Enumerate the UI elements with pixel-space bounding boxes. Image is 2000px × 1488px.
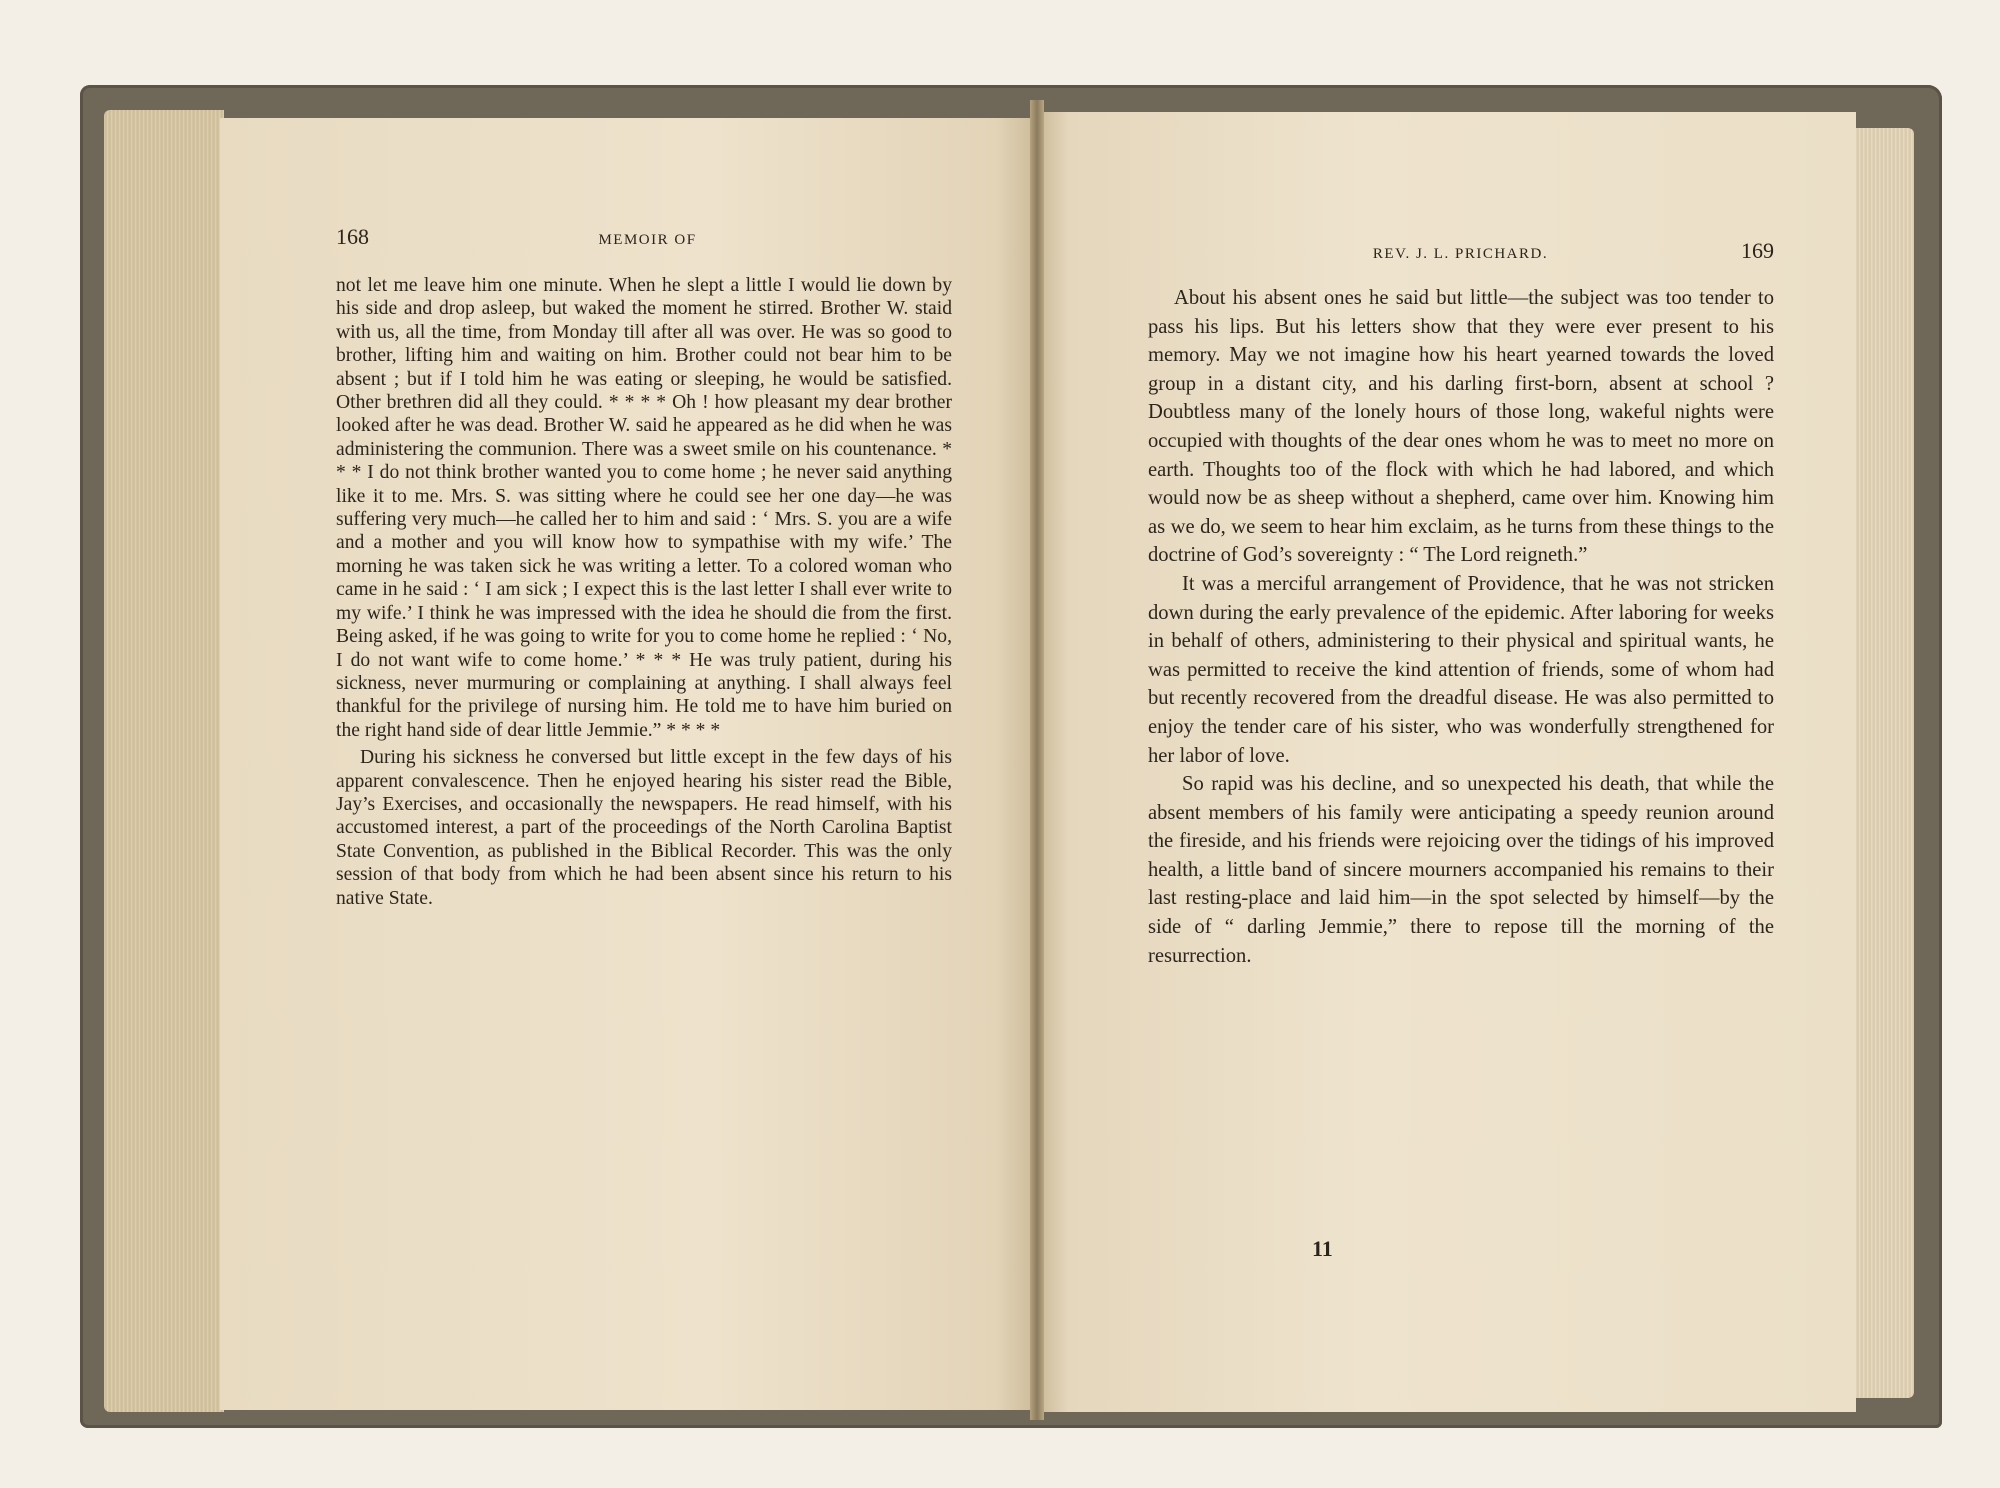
right-paragraph-1: About his absent ones he said but little—the subject was too tender to pass his lips. But his letters show that they were ever present to his memory. May we not imagine how his heart yearned towards the loved group in a distant city, and his darling first-born, absent at school ? Doubtless many of the lonely hours of those long, wakeful nights were occupied with thoughts of the dear ones whom he was to meet no more on earth. Thoughts too of the flock with which he had labored, and which would now be as sheep without a shepherd, came over him. Knowing him as we do, we seem to hear him exclaim, as he turns from these things to the doctrine of God’s sovereignty : “ The Lord reigneth.”: [1148, 287, 1774, 567]
left-paragraph-2: During his sickness he conversed but little except in the few days of his apparent convalescence. Then he enjoyed hearing his sister read the Bible, Jay’s Exercises, and occasionally the newspapers. He read himself, with his accustomed interest, a part of the proceedings of the North Carolina Baptist State Convention, as published in the Biblical Recorder. This was the only session of that body from which he had been absent since his return to his native State.: [336, 747, 952, 909]
left-page-edges: [104, 110, 224, 1412]
right-page-edges: [1852, 128, 1914, 1398]
right-page-header: [1150, 238, 1774, 264]
left-page-text: [336, 274, 952, 910]
left-running-head: MEMOIR OF: [598, 232, 697, 248]
left-page-number: 168: [336, 224, 369, 249]
right-running-head: REV. J. L. PRICHARD.: [1372, 246, 1549, 262]
left-page-header: [336, 224, 956, 250]
left-paragraph-1: not let me leave him one minute. When he slept a little I would lie down by his side and drop asleep, but waked the moment he stirred. Brother W. staid with us, all the time, from Monday till after all was over. He was so good to brother, lifting him and waiting on him. Brother could not bear him to be absent ; but if I told him he was eating or sleeping, he would be satisfied. Other brethren did all they could. * * * * Oh ! how pleasant my dear brother looked after he was dead. Brother W. said he appeared as he did when he was administering the communion. There was a sweet smile on his countenance. * * * I do not think brother wanted you to come home ; he never said anything like it to me. Mrs. S. was sitting where he could see her one day—he was suffering very much—he called her to him and said : ‘ Mrs. S. you are a wife and a mother and you will know how to sympathise with my wife.’ The morning he was taken sick he was writing a letter. To a colored woman who came in he said : ‘ I am sick ; I expect this is the last letter I shall ever write to my wife.’ I think he was impressed with the idea he should die from the first. Being asked, if he was going to write for you to come home he replied : ‘ No, I do not want wife to come home.’ * * * He was truly patient, during his sickness, never murmuring or complaining at anything. I shall always feel thankful for the privilege of nursing him. He told me to have him buried on the right hand side of dear little Jemmie.” * * * *: [336, 275, 952, 741]
signature-mark: 11: [1312, 1236, 1333, 1261]
right-page-text: [1148, 284, 1774, 970]
book-gutter: [1030, 100, 1044, 1420]
right-page-number: 169: [1740, 238, 1774, 263]
right-paragraph-3: So rapid was his decline, and so unexpected his death, that while the absent members of his family were anticipating a speedy reunion around the fireside, and his friends were rejoicing over the tidings of his improved health, a little band of sincere mourners accompanied his remains to their last resting-place and laid him—in the spot selected by himself—by the side of “ darling Jemmie,” there to repose till the morning of the resurrection.: [1148, 773, 1774, 967]
right-paragraph-2: It was a merciful arrangement of Providence, that he was not stricken down during the early prevalence of the epidemic. After laboring for weeks in behalf of others, administering to their physical and spiritual wants, he was permitted to receive the kind attention of friends, some of whom had but recently recovered from the dreadful disease. He was also permitted to enjoy the tender care of his sister, who was wonderfully strengthened for her labor of love.: [1148, 572, 1774, 767]
